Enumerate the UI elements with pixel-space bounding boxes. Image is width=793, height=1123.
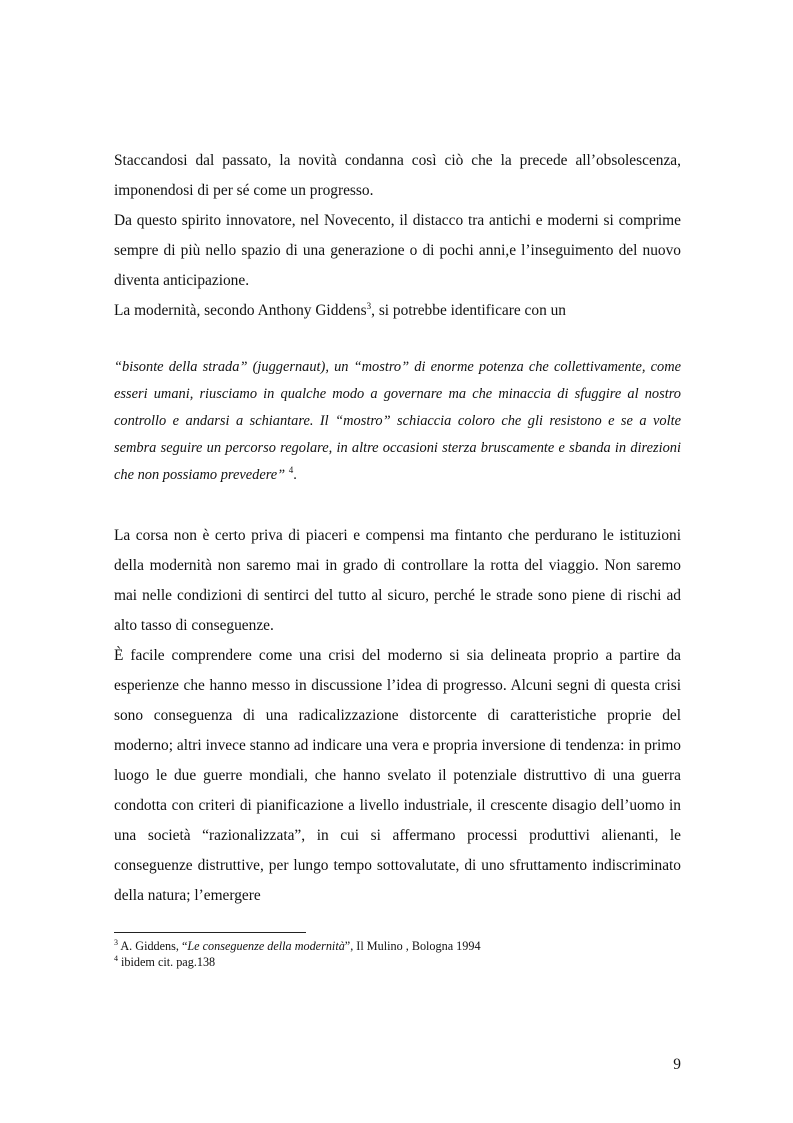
intro-text: La modernità, secondo Anthony Giddens <box>114 302 367 319</box>
footnote-text: A. Giddens, “ <box>118 939 188 953</box>
footnote-title: Le conseguenze della modernità <box>187 939 345 953</box>
footnote <box>114 954 681 970</box>
paragraph: Da questo spirito innovatore, nel Novecento, il distacco tra antichi e moderni si comprime sempre di più nello spazio di una generazione o di pochi anni,e l’inseguimento del nuovo diventa anticipazione. <box>114 212 681 289</box>
paragraph: La corsa non è certo priva di piaceri e compensi ma fintanto che perdurano le istituzioni della modernità non saremo mai in grado di controllare la rotta del viaggio. Non saremo mai nelle condizioni di sentirci del tutto al sicuro, perché le strade sono piene di rischi ad alto tasso di conseguenze. <box>114 527 681 634</box>
quote-text: “bisonte della strada” (juggernaut), un “mostro” di enorme potenza che collettivamente, come esseri umani, riusciamo in qualche modo a governare ma che minaccia di sfuggire al nostro controllo e andarsi a schiantare. Il “mostro” schiaccia coloro che gli resistono e se a volte sembra seguire un percorso regolare, in altre occasioni sterza bruscamente e sbanda in direzioni che non possiamo prevedere” <box>114 359 681 483</box>
footnote-separator <box>114 932 306 933</box>
intro-text-end: , si potrebbe identificare con un <box>371 302 567 319</box>
quote-end-punctuation: . <box>293 467 297 483</box>
page-number: 9 <box>673 1056 681 1073</box>
paragraph: È facile comprendere come una crisi del moderno si sia delineata proprio a partire da esperienze che hanno messo in discussione l’idea di progresso. Alcuni segni di questa crisi sono conseguenza di una radicalizzazione distorcente di caratteristiche proprie del moderno; altri invece stanno ad indicare una vera e propria inversione di tendenza: in primo luogo le due guerre mondiali, che hanno svelato il potenziale distruttivo di una guerra condotta con criteri di pianificazione a livello industriale, il crescente disagio dell’uomo in una società “razionalizzata”, in cui si affermano processi produttivi alienanti, le conseguenze distruttive, per lungo tempo sottovalutate, di uno sfruttamento indiscriminato della natura; l’emergere <box>114 647 681 904</box>
footnote-text-end: ”, Il Mulino , Bologna 1994 <box>344 939 481 953</box>
quote-intro <box>114 296 681 326</box>
quote-end <box>285 467 297 483</box>
block-quote <box>114 354 681 489</box>
footnote-reference: 3 <box>366 300 372 311</box>
footnote-number: 3 <box>114 937 118 947</box>
paragraph: Staccandosi dal passato, la novità condanna così ciò che la precede all’obsolescenza, imponendosi di per sé come un progresso. <box>114 152 681 199</box>
body-text-bottom <box>114 521 681 911</box>
footnote-number: 4 <box>114 953 118 963</box>
footnote-reference: 4 <box>288 465 294 476</box>
footnotes <box>114 938 681 970</box>
body-text-top <box>114 146 681 326</box>
footnote-text: ibidem cit. pag.138 <box>118 955 216 969</box>
footnote <box>114 938 681 954</box>
